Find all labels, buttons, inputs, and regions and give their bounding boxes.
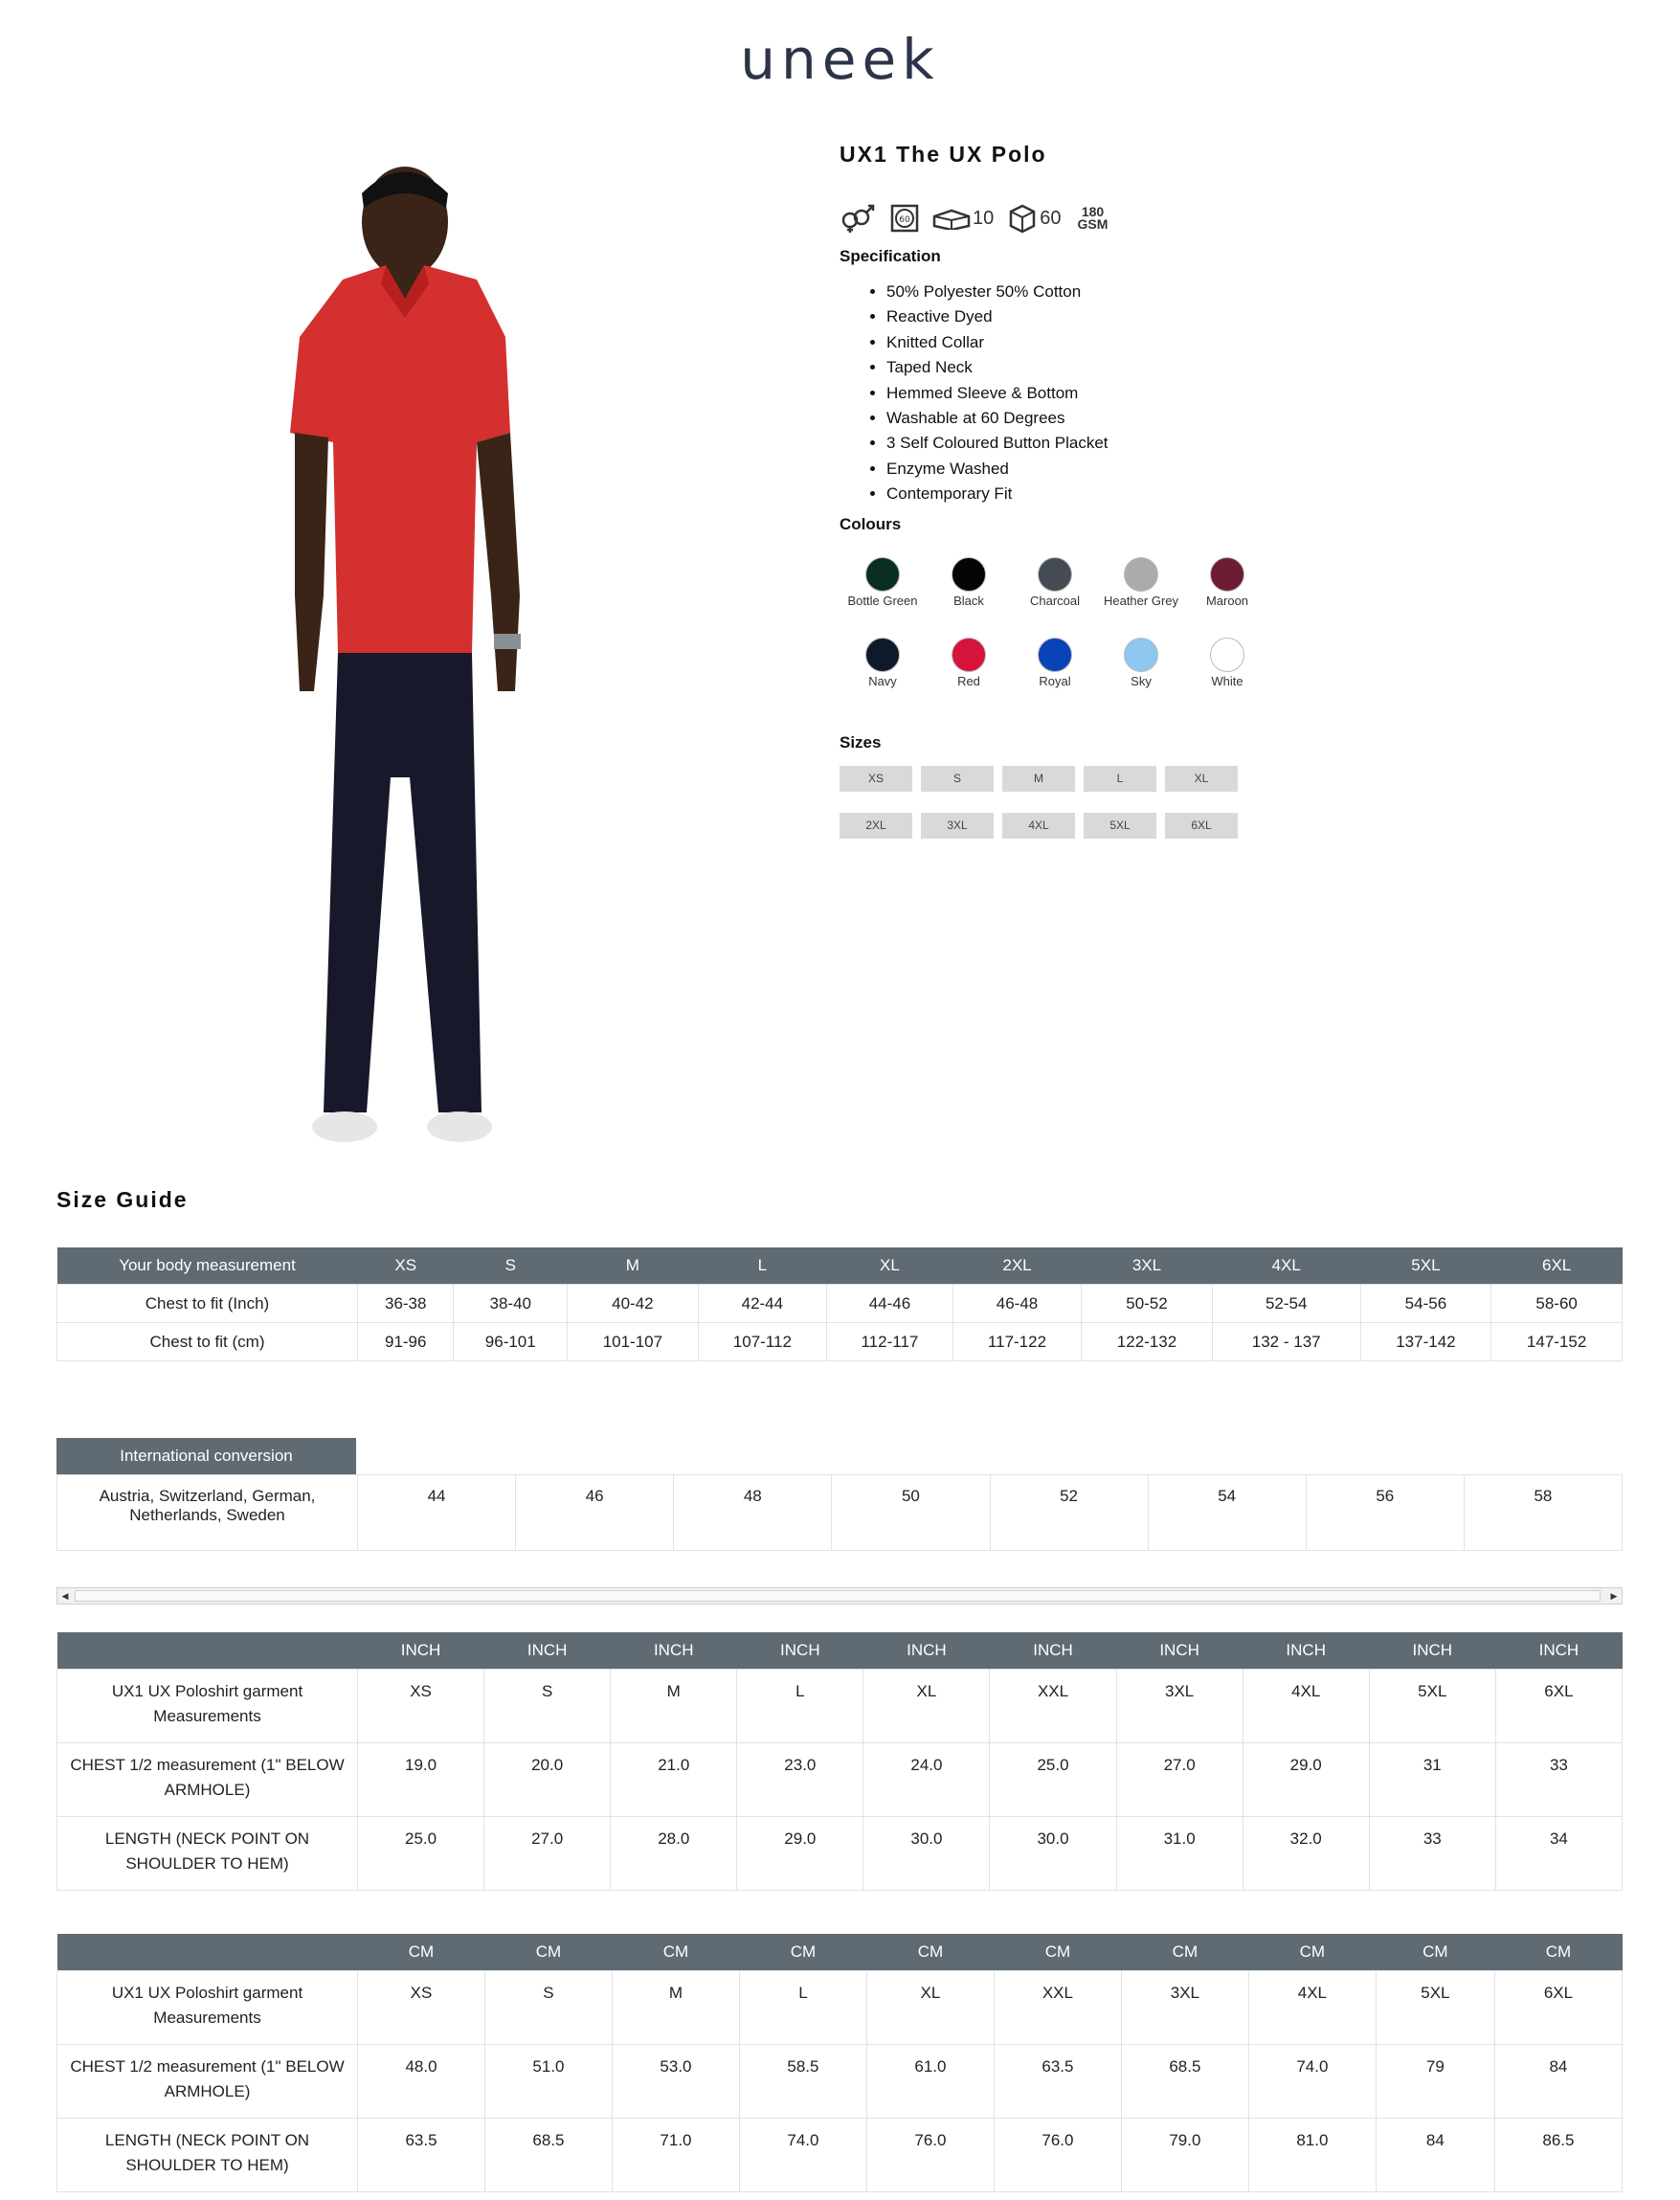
- table-cell: 53.0: [612, 2045, 739, 2119]
- colour-dot: [1210, 638, 1244, 672]
- table-cell: 44-46: [827, 1285, 953, 1323]
- table-header-cell: CM: [1494, 1934, 1622, 1971]
- table-cell: 76.0: [866, 2119, 994, 2192]
- table-header-cell: CM: [1248, 1934, 1376, 1971]
- size-chip: 4XL: [1002, 813, 1075, 839]
- table-cell: 36-38: [358, 1285, 454, 1323]
- row-label-cell: Chest to fit (cm): [57, 1323, 358, 1361]
- colour-name: Royal: [1039, 674, 1071, 688]
- table-cell: 31: [1369, 1743, 1495, 1817]
- table-cell: 24.0: [863, 1743, 990, 1817]
- intl-conversion-header: International conversion: [56, 1438, 356, 1474]
- row-label-cell: LENGTH (NECK POINT ON SHOULDER TO HEM): [57, 2119, 358, 2192]
- colour-swatch: [1012, 638, 1098, 718]
- colour-dot: [865, 638, 900, 672]
- colour-name: Heather Grey: [1103, 594, 1179, 608]
- spec-list: [862, 280, 1109, 507]
- table-row: [57, 2119, 1623, 2192]
- table-cell: 33: [1495, 1743, 1622, 1817]
- table-cell: 29.0: [1243, 1743, 1369, 1817]
- table-cell: 117-122: [952, 1323, 1081, 1361]
- table-header-cell: INCH: [737, 1632, 863, 1670]
- row-label-cell: LENGTH (NECK POINT ON SHOULDER TO HEM): [57, 1817, 358, 1891]
- colour-name: Maroon: [1205, 594, 1249, 608]
- wash-60-icon: [890, 204, 919, 233]
- colour-dot: [1210, 557, 1244, 592]
- table-cell: 76.0: [994, 2119, 1121, 2192]
- size-chips: [840, 766, 1238, 839]
- size-chip: XS: [840, 766, 912, 792]
- size-chip: 3XL: [921, 813, 994, 839]
- table-cell: 6XL: [1494, 1971, 1622, 2045]
- table-cell: 48: [674, 1475, 832, 1551]
- table-cell: 38-40: [454, 1285, 568, 1323]
- table-cell: 46-48: [952, 1285, 1081, 1323]
- row-label-cell: UX1 UX Poloshirt garment Measurements: [57, 1971, 358, 2045]
- table-cell: 30.0: [863, 1817, 990, 1891]
- table-cell: 122-132: [1082, 1323, 1213, 1361]
- table-cell: 32.0: [1243, 1817, 1369, 1891]
- spec-item: • Enzyme Washed: [886, 457, 1109, 482]
- table-cell: 21.0: [611, 1743, 737, 1817]
- size-chip: 5XL: [1084, 813, 1156, 839]
- table-cell: 96-101: [454, 1323, 568, 1361]
- colour-dot: [865, 557, 900, 592]
- colour-name: Sky: [1131, 674, 1152, 688]
- table-cell: 63.5: [358, 2119, 485, 2192]
- colour-swatch: [926, 557, 1012, 638]
- table-row: [57, 1475, 1623, 1551]
- carton-pack-icon: [932, 207, 994, 230]
- table-header-cell: CM: [484, 1934, 612, 1971]
- table-cell: 50-52: [1082, 1285, 1213, 1323]
- table-header-cell: XS: [358, 1247, 454, 1285]
- table-cell: 3XL: [1116, 1670, 1243, 1743]
- table-cell: 86.5: [1494, 2119, 1622, 2192]
- table-row: [57, 1285, 1623, 1323]
- table-cell: 4XL: [1243, 1670, 1369, 1743]
- spec-item: • 50% Polyester 50% Cotton: [886, 280, 1109, 304]
- spec-item: • Hemmed Sleeve & Bottom: [886, 381, 1109, 406]
- gsm-icon: 180 GSM: [1077, 204, 1109, 232]
- colour-name: Charcoal: [1029, 594, 1081, 608]
- carton-pack-label: 10: [973, 207, 995, 229]
- table-cell: 5XL: [1369, 1670, 1495, 1743]
- size-chip: M: [1002, 766, 1075, 792]
- table-cell: 107-112: [698, 1323, 826, 1361]
- body-measurement-table: [56, 1247, 1623, 1361]
- table-header-cell: CM: [866, 1934, 994, 1971]
- table-cell: 137-142: [1360, 1323, 1491, 1361]
- table-cell: 34: [1495, 1817, 1622, 1891]
- table-cell: M: [612, 1971, 739, 2045]
- table-cell: XS: [358, 1971, 485, 2045]
- table-cell: 48.0: [358, 2045, 485, 2119]
- table-header-cell: INCH: [1495, 1632, 1622, 1670]
- spec-item: • Taped Neck: [886, 355, 1109, 380]
- table-header-cell: CM: [612, 1934, 739, 1971]
- box-label: 60: [1040, 207, 1062, 229]
- table-header-cell: 5XL: [1360, 1247, 1491, 1285]
- table-cell: 61.0: [866, 2045, 994, 2119]
- colour-name: Black: [953, 594, 984, 608]
- table-cell: XXL: [990, 1670, 1116, 1743]
- table-header-cell: CM: [1376, 1934, 1494, 1971]
- table-row: [57, 1817, 1623, 1891]
- table-cell: 84: [1494, 2045, 1622, 2119]
- size-chip: S: [921, 766, 994, 792]
- table-header-cell: S: [454, 1247, 568, 1285]
- table-cell: 20.0: [484, 1743, 611, 1817]
- table-cell: 84: [1376, 2119, 1494, 2192]
- table-header-cell: CM: [358, 1934, 485, 1971]
- spec-item: • 3 Self Coloured Button Placket: [886, 431, 1109, 456]
- colour-swatch: [1012, 557, 1098, 638]
- table-header-cell: INCH: [1243, 1632, 1369, 1670]
- table-cell: 79: [1376, 2045, 1494, 2119]
- table-header-cell: INCH: [1369, 1632, 1495, 1670]
- table-cell: 3XL: [1121, 1971, 1248, 2045]
- colour-swatch: [1184, 557, 1270, 638]
- intl-conversion-table: [56, 1474, 1623, 1551]
- colour-name: Red: [957, 674, 980, 688]
- table-cell: 74.0: [1248, 2045, 1376, 2119]
- table-cell: 4XL: [1248, 1971, 1376, 2045]
- table-cell: 30.0: [990, 1817, 1116, 1891]
- table-cell: 71.0: [612, 2119, 739, 2192]
- scroll-right-icon[interactable]: ▶: [1610, 1591, 1618, 1601]
- table-cell: 6XL: [1495, 1670, 1622, 1743]
- colour-dot: [952, 638, 986, 672]
- table-cell: 25.0: [990, 1743, 1116, 1817]
- size-chip: 6XL: [1165, 813, 1238, 839]
- spec-item: • Contemporary Fit: [886, 482, 1109, 506]
- unisex-icon: [839, 204, 877, 233]
- table-cell: 5XL: [1376, 1971, 1494, 2045]
- spec-icons: [839, 203, 1111, 234]
- table-row: [57, 1323, 1623, 1361]
- spec-item: • Washable at 60 Degrees: [886, 406, 1109, 431]
- row-label-cell: UX1 UX Poloshirt garment Measurements: [57, 1670, 358, 1743]
- table-header-cell: CM: [739, 1934, 866, 1971]
- table-cell: XL: [863, 1670, 990, 1743]
- table-cell: 46: [516, 1475, 674, 1551]
- svg-text:60: 60: [899, 215, 910, 225]
- table-header-cell: INCH: [358, 1632, 484, 1670]
- table-row: [57, 1743, 1623, 1817]
- colour-dot: [1038, 557, 1072, 592]
- table-header-cell: 2XL: [952, 1247, 1081, 1285]
- spec-item: • Reactive Dyed: [886, 304, 1109, 329]
- table-cell: 54: [1148, 1475, 1306, 1551]
- table-cell: 31.0: [1116, 1817, 1243, 1891]
- table-header-cell: CM: [994, 1934, 1121, 1971]
- spec-item: • Knitted Collar: [886, 330, 1109, 355]
- brand-logo: uneek: [740, 27, 940, 92]
- table-cell: 81.0: [1248, 2119, 1376, 2192]
- table-cell: 63.5: [994, 2045, 1121, 2119]
- table-cell: 56: [1306, 1475, 1464, 1551]
- table-header-cell: L: [698, 1247, 826, 1285]
- table-cell: 132 - 137: [1212, 1323, 1360, 1361]
- table-header-cell: [57, 1934, 358, 1971]
- table-cell: 91-96: [358, 1323, 454, 1361]
- colour-dot: [952, 557, 986, 592]
- table-cell: 44: [358, 1475, 516, 1551]
- colour-name: Bottle Green: [847, 594, 918, 608]
- table-cell: 58-60: [1491, 1285, 1623, 1323]
- row-label-cell: CHEST 1/2 measurement (1" BELOW ARMHOLE): [57, 2045, 358, 2119]
- colour-swatch: [840, 638, 926, 718]
- spec-heading: Specification: [840, 247, 941, 265]
- table-cell: 79.0: [1121, 2119, 1248, 2192]
- colour-swatches: [840, 557, 1280, 718]
- table-cell: 27.0: [484, 1817, 611, 1891]
- colour-name: Navy: [868, 674, 897, 688]
- colour-swatch: [926, 638, 1012, 718]
- scroll-left-icon[interactable]: ◀: [61, 1591, 69, 1601]
- colour-swatch: [1098, 557, 1184, 638]
- table-header-cell: XL: [827, 1247, 953, 1285]
- table-header-cell: [57, 1632, 358, 1670]
- colours-heading: Colours: [840, 515, 902, 533]
- colour-swatch: [1184, 638, 1270, 718]
- table-cell: 54-56: [1360, 1285, 1491, 1323]
- table-cell: 147-152: [1491, 1323, 1623, 1361]
- table-cell: 58.5: [739, 2045, 866, 2119]
- table-cell: 52: [990, 1475, 1148, 1551]
- table-cell: 58: [1464, 1475, 1622, 1551]
- table-header-cell: INCH: [863, 1632, 990, 1670]
- table-header-cell: CM: [1121, 1934, 1248, 1971]
- size-chip: 2XL: [840, 813, 912, 839]
- scroll-thumb[interactable]: [75, 1590, 1601, 1602]
- table-cell: 50: [832, 1475, 990, 1551]
- table-cell: L: [739, 1971, 866, 2045]
- table-cell: M: [611, 1670, 737, 1743]
- model-photo: [285, 155, 563, 1151]
- table-cell: L: [737, 1670, 863, 1743]
- table-cell: 68.5: [1121, 2045, 1248, 2119]
- table-header-cell: 6XL: [1491, 1247, 1623, 1285]
- table-header-cell: INCH: [1116, 1632, 1243, 1670]
- colour-swatch: [1098, 638, 1184, 718]
- table-header-cell: M: [568, 1247, 699, 1285]
- table-cell: 52-54: [1212, 1285, 1360, 1323]
- table-cell: 42-44: [698, 1285, 826, 1323]
- table-cell: 23.0: [737, 1743, 863, 1817]
- size-guide-heading: Size Guide: [56, 1187, 189, 1212]
- table-header-cell: INCH: [484, 1632, 611, 1670]
- table-cell: XL: [866, 1971, 994, 2045]
- table-cell: 51.0: [484, 2045, 612, 2119]
- box-icon: [1007, 203, 1061, 234]
- colour-swatch: [840, 557, 926, 638]
- horizontal-scrollbar[interactable]: [56, 1587, 1623, 1605]
- product-title: UX1 The UX Polo: [840, 142, 1047, 167]
- size-chip: XL: [1165, 766, 1238, 792]
- colour-dot: [1124, 638, 1158, 672]
- table-cell: 28.0: [611, 1817, 737, 1891]
- row-label-cell: Austria, Switzerland, German, Netherlands, Sweden: [57, 1475, 358, 1551]
- table-cell: S: [484, 1971, 612, 2045]
- table-cell: XXL: [994, 1971, 1121, 2045]
- table-header-cell: 3XL: [1082, 1247, 1213, 1285]
- table-cell: S: [484, 1670, 611, 1743]
- colour-name: White: [1211, 674, 1243, 688]
- table-header-cell: INCH: [990, 1632, 1116, 1670]
- table-cell: XS: [358, 1670, 484, 1743]
- table-cell: 29.0: [737, 1817, 863, 1891]
- sizes-heading: Sizes: [840, 733, 882, 752]
- table-row: [57, 1971, 1623, 2045]
- table-cell: 74.0: [739, 2119, 866, 2192]
- table-row: [57, 1670, 1623, 1743]
- table-cell: 40-42: [568, 1285, 699, 1323]
- colour-dot: [1038, 638, 1072, 672]
- table-cell: 19.0: [358, 1743, 484, 1817]
- table-cell: 101-107: [568, 1323, 699, 1361]
- garment-inch-table: [56, 1632, 1623, 1891]
- garment-cm-table: [56, 1934, 1623, 2192]
- table-cell: 25.0: [358, 1817, 484, 1891]
- row-label-cell: CHEST 1/2 measurement (1" BELOW ARMHOLE): [57, 1743, 358, 1817]
- table-header-cell: INCH: [611, 1632, 737, 1670]
- table-cell: 68.5: [484, 2119, 612, 2192]
- size-chip: L: [1084, 766, 1156, 792]
- row-label-cell: Chest to fit (Inch): [57, 1285, 358, 1323]
- table-cell: 112-117: [827, 1323, 953, 1361]
- table-cell: 33: [1369, 1817, 1495, 1891]
- table-header-cell: Your body measurement: [57, 1247, 358, 1285]
- table-row: [57, 2045, 1623, 2119]
- table-cell: 27.0: [1116, 1743, 1243, 1817]
- colour-dot: [1124, 557, 1158, 592]
- table-header-cell: 4XL: [1212, 1247, 1360, 1285]
